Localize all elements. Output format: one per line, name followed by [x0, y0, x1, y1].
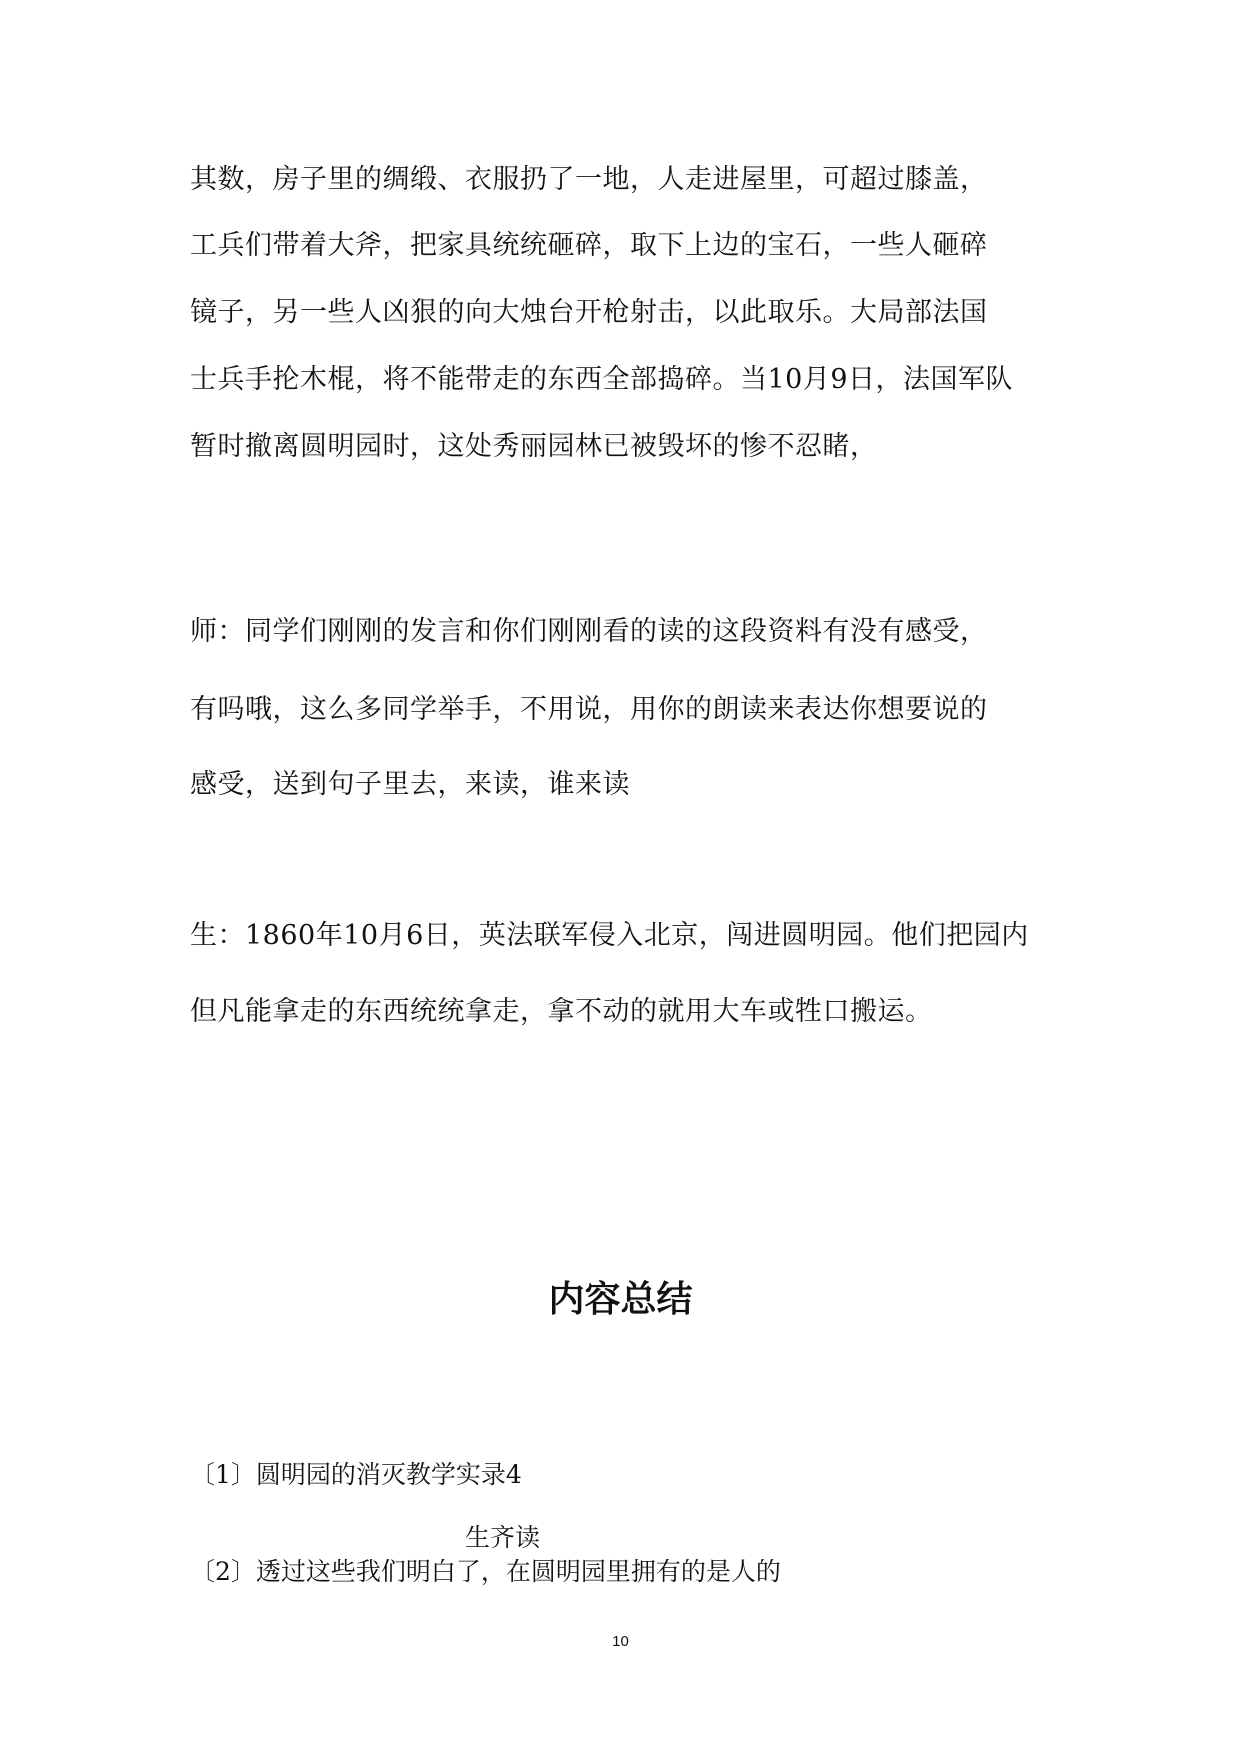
section-heading: 内容总结 [548, 1279, 693, 1320]
text-line: 其数，房子里的绸缎、衣服扔了一地，人走进屋里，可超过膝盖， [190, 164, 988, 195]
text-line: 士兵手抡木棍，将不能带走的东西全部捣碎。当10月9日，法国军队 [190, 364, 1014, 395]
text-line: 有吗哦，这么多同学举手，不用说，用你的朗读来表达你想要说的 [190, 694, 988, 725]
page-number: 10 [612, 1633, 629, 1650]
text-line: 感受，送到句子里去，来读，谁来读 [190, 769, 630, 800]
summary-item: 〔2〕透过这些我们明白了，在圆明园里拥有的是人的 [190, 1557, 781, 1586]
summary-item: 〔1〕圆明园的消灭教学实录4 [190, 1460, 522, 1489]
text-line: 但凡能拿走的东西统统拿走，拿不动的就用大车或牲口搬运。 [190, 996, 933, 1027]
text-line: 师：同学们刚刚的发言和你们刚刚看的读的这段资料有没有感受， [190, 616, 988, 647]
text-line: 暂时撤离圆明园时，这处秀丽园林已被毁坏的惨不忍睹， [190, 431, 878, 462]
text-line: 镜子，另一些人凶狠的向大烛台开枪射击，以此取乐。大局部法国 [190, 297, 988, 328]
text-line: 生：1860年10月6日，英法联军侵入北京，闯进圆明园。他们把园内 [190, 920, 1029, 951]
text-line: 工兵们带着大斧，把家具统统砸碎，取下上边的宝石，一些人砸碎 [190, 230, 988, 261]
summary-subnote: 生齐读 [465, 1523, 541, 1552]
